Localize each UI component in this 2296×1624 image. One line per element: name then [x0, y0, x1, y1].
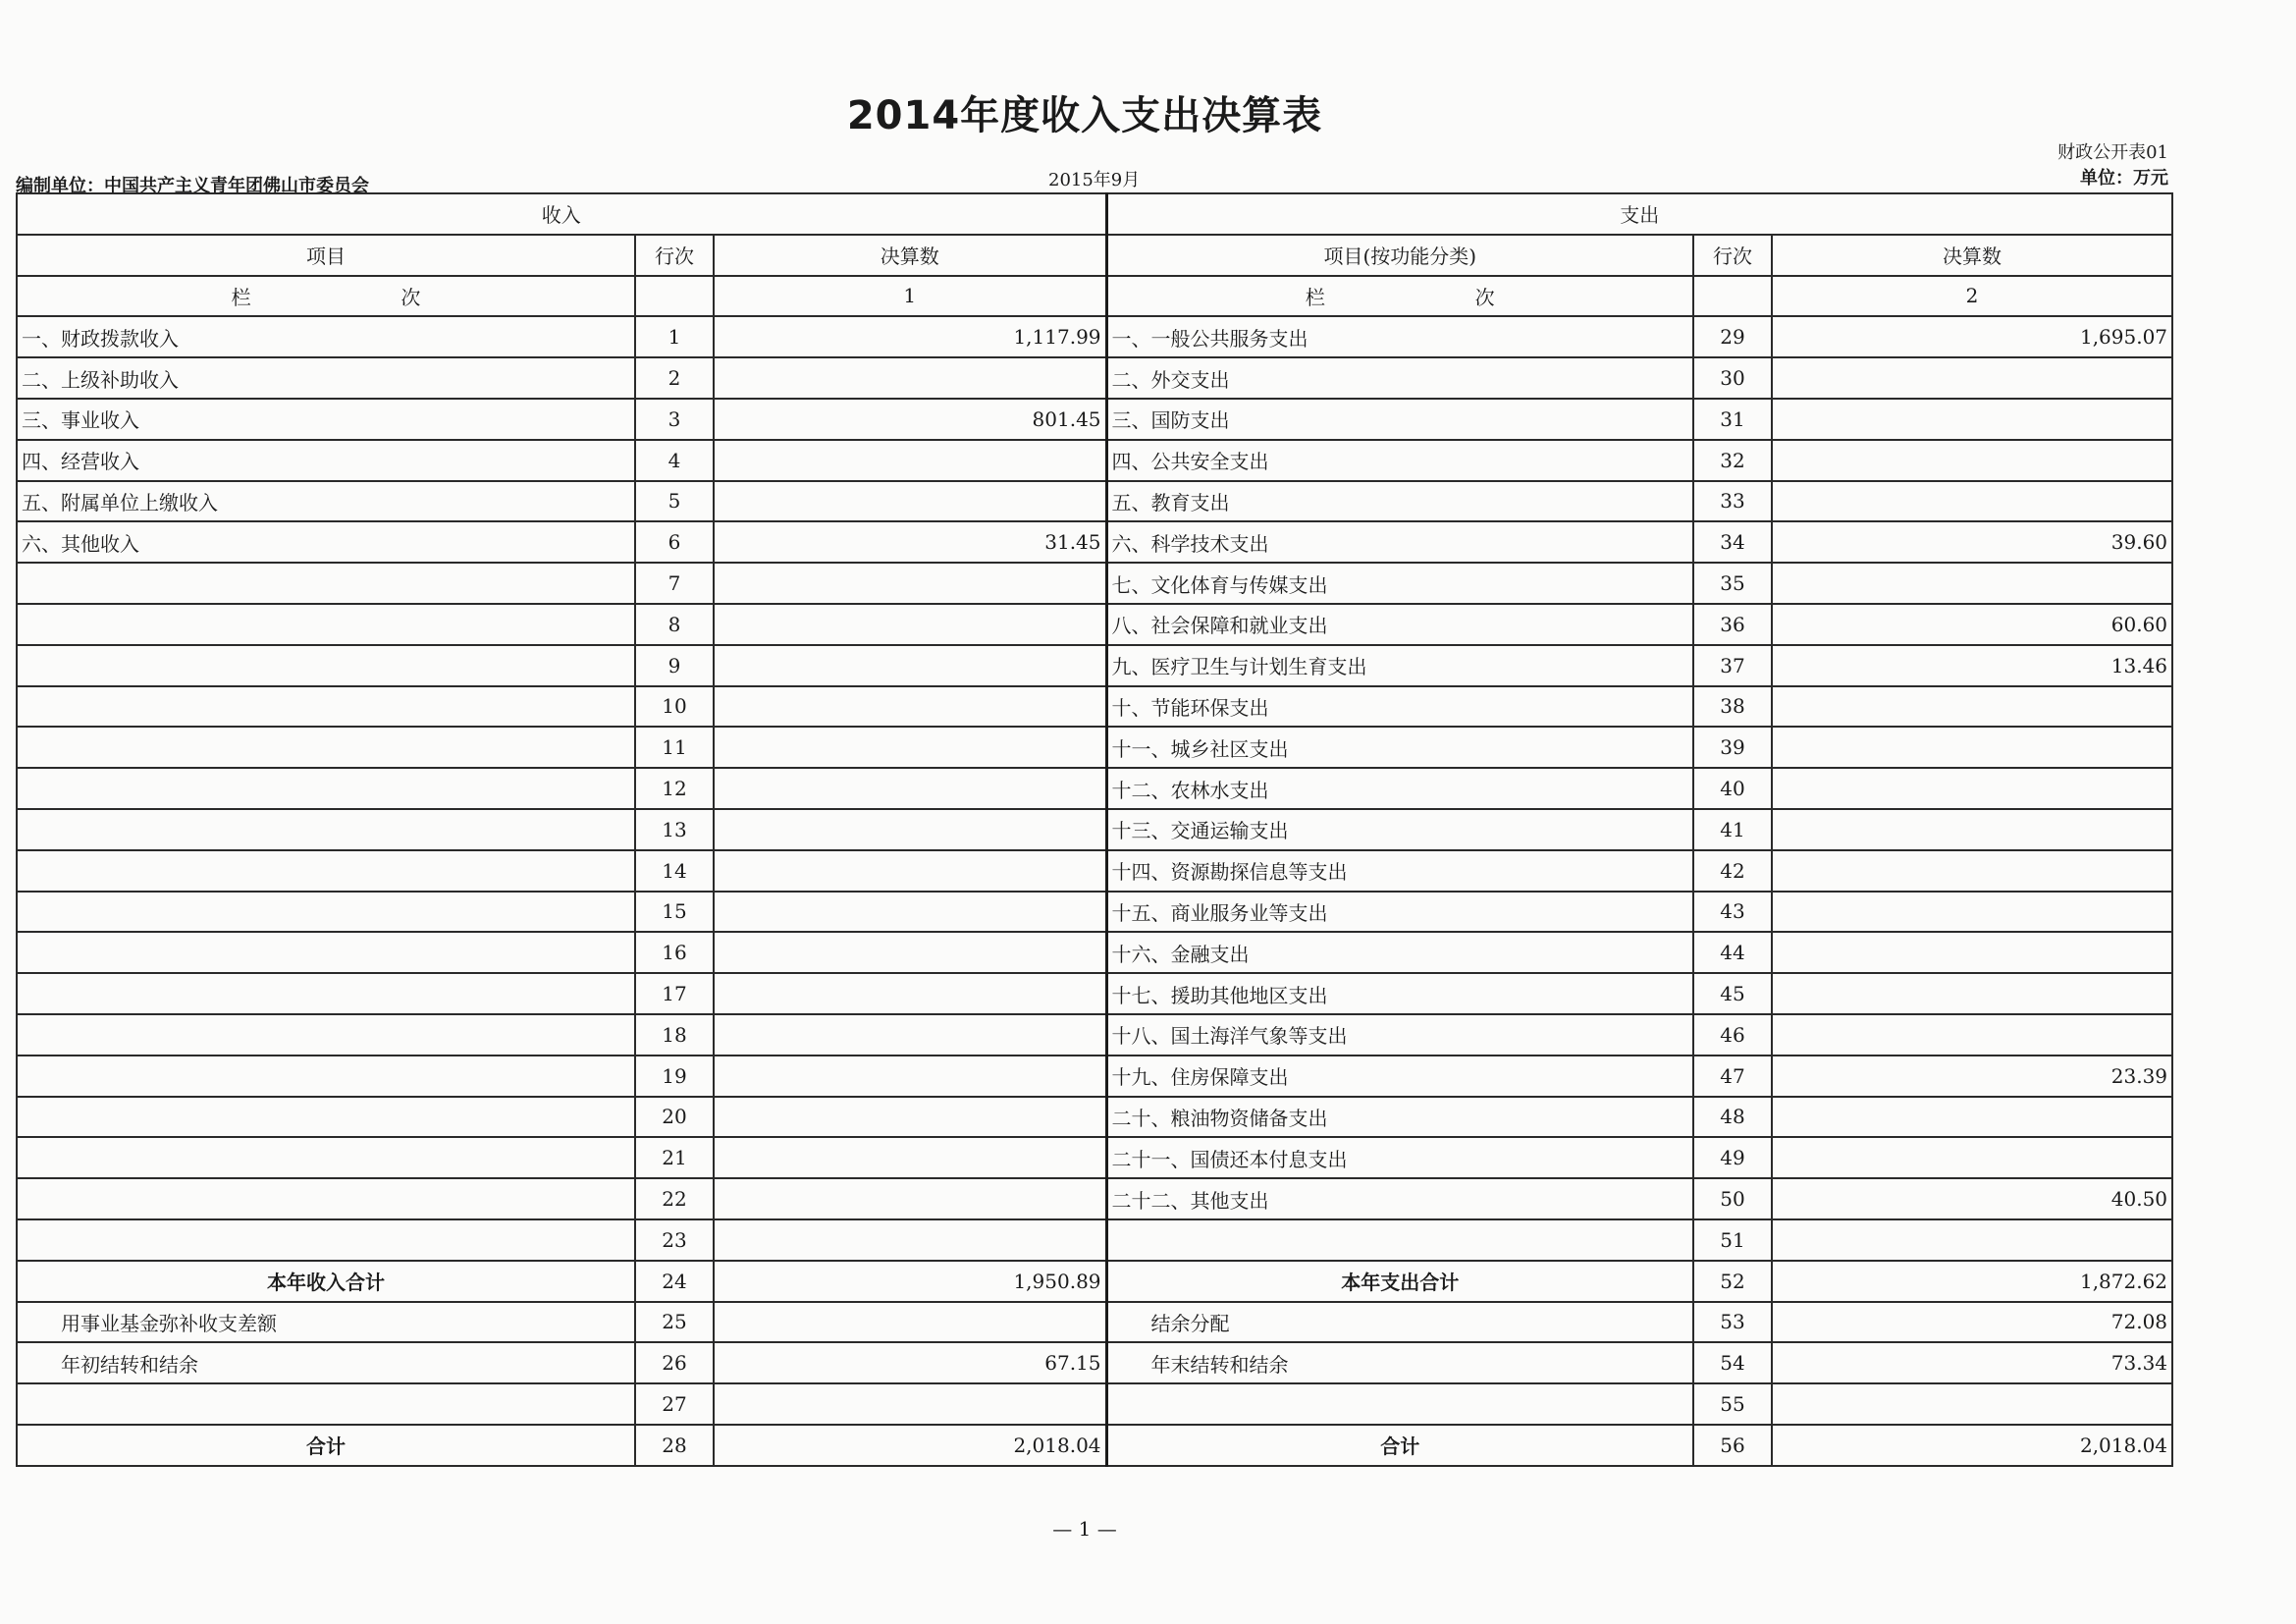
income-amount-cell: 31.45 [714, 521, 1106, 563]
income-line-cell: 26 [635, 1342, 714, 1383]
income-item-cell [17, 1178, 635, 1219]
expense-amount-cell: 1,695.07 [1772, 316, 2172, 357]
expense-amount-cell [1772, 727, 2172, 768]
expense-line-cell: 31 [1693, 399, 1772, 440]
expense-line-cell: 56 [1693, 1425, 1772, 1466]
table-row [17, 850, 2172, 892]
table-row [17, 1014, 2172, 1056]
expense-item-header: 项目(按功能分类) [1106, 235, 1693, 276]
expense-item-cell: 九、医疗卫生与计划生育支出 [1106, 645, 1693, 686]
expense-amount-cell: 60.60 [1772, 604, 2172, 645]
income-item-cell [17, 1056, 635, 1097]
income-amount-cell [714, 1056, 1106, 1097]
expense-amount-cell [1772, 399, 2172, 440]
income-line-cell: 11 [635, 727, 714, 768]
income-line-cell: 4 [635, 440, 714, 481]
table-row [17, 686, 2172, 728]
expense-item-cell: 十七、援助其他地区支出 [1106, 973, 1693, 1014]
expense-line-cell: 30 [1693, 357, 1772, 399]
income-item-cell [17, 932, 635, 973]
expense-line-cell: 53 [1693, 1302, 1772, 1343]
expense-line-cell: 34 [1693, 521, 1772, 563]
table-row [17, 932, 2172, 973]
expense-amount-cell [1772, 1137, 2172, 1178]
grand-total-row [17, 1425, 2172, 1466]
table-row [17, 440, 2172, 481]
money-unit: 单位：万元 [2080, 168, 2168, 189]
income-amount-cell [714, 1178, 1106, 1219]
income-line-cell: 15 [635, 892, 714, 933]
page-number: — 1 — [1052, 1517, 1117, 1541]
expense-section-header: 支出 [1106, 193, 2172, 235]
income-amount-cell [714, 768, 1106, 809]
expense-line-cell: 52 [1693, 1261, 1772, 1302]
income-amount-cell: 1,117.99 [714, 316, 1106, 357]
table-row [17, 481, 2172, 522]
income-amount-cell [714, 1383, 1106, 1425]
income-amount-cell [714, 932, 1106, 973]
expense-line-cell: 42 [1693, 850, 1772, 892]
income-item-cell [17, 1137, 635, 1178]
expense-line-cell: 44 [1693, 932, 1772, 973]
income-amount-cell: 2,018.04 [714, 1425, 1106, 1466]
income-item-cell: 本年收入合计 [17, 1261, 635, 1302]
income-line-cell: 22 [635, 1178, 714, 1219]
expense-column-label-blank [1693, 276, 1772, 317]
income-item-cell [17, 809, 635, 850]
expense-amount-cell [1772, 563, 2172, 604]
table-row [17, 1219, 2172, 1261]
income-line-cell: 13 [635, 809, 714, 850]
expense-item-cell: 十六、金融支出 [1106, 932, 1693, 973]
report-date: 2015年9月 [1048, 170, 1141, 190]
table-row [17, 1056, 2172, 1097]
column-label-b: 次 [400, 285, 421, 309]
expense-item-cell: 本年支出合计 [1106, 1261, 1693, 1302]
income-line-cell: 24 [635, 1261, 714, 1302]
income-item-cell: 合计 [17, 1425, 635, 1466]
expense-line-cell: 33 [1693, 481, 1772, 522]
expense-amount-cell: 2,018.04 [1772, 1425, 2172, 1466]
table-row [17, 357, 2172, 399]
expense-line-cell: 46 [1693, 1014, 1772, 1056]
expense-amount-cell [1772, 1097, 2172, 1138]
expense-line-cell: 37 [1693, 645, 1772, 686]
table-row [17, 1342, 2172, 1383]
table-row [17, 1383, 2172, 1425]
expense-amount-cell: 13.46 [1772, 645, 2172, 686]
income-line-cell: 23 [635, 1219, 714, 1261]
expense-line-cell: 51 [1693, 1219, 1772, 1261]
expense-item-cell: 七、文化体育与传媒支出 [1106, 563, 1693, 604]
income-item-cell [17, 686, 635, 728]
income-amount-cell [714, 1302, 1106, 1343]
expense-amount-cell [1772, 1014, 2172, 1056]
expense-amount-cell: 39.60 [1772, 521, 2172, 563]
income-line-cell: 19 [635, 1056, 714, 1097]
table-row [17, 399, 2172, 440]
income-amount-cell [714, 563, 1106, 604]
income-item-cell [17, 973, 635, 1014]
expense-item-cell: 三、国防支出 [1106, 399, 1693, 440]
income-amount-cell [714, 1137, 1106, 1178]
expense-item-cell: 十一、城乡社区支出 [1106, 727, 1693, 768]
expense-line-cell: 50 [1693, 1178, 1772, 1219]
income-line-cell: 5 [635, 481, 714, 522]
table-row [17, 1097, 2172, 1138]
income-item-cell: 二、上级补助收入 [17, 357, 635, 399]
expense-item-cell: 合计 [1106, 1425, 1693, 1466]
income-item-cell [17, 563, 635, 604]
expense-line-cell: 41 [1693, 809, 1772, 850]
expense-item-cell: 年末结转和结余 [1106, 1342, 1693, 1383]
expense-item-cell: 十九、住房保障支出 [1106, 1056, 1693, 1097]
income-amount-cell: 1,950.89 [714, 1261, 1106, 1302]
compiling-unit: 编制单位：中国共产主义青年团佛山市委员会 [16, 176, 369, 196]
expense-line-cell: 32 [1693, 440, 1772, 481]
income-item-cell [17, 1014, 635, 1056]
expense-item-cell: 六、科学技术支出 [1106, 521, 1693, 563]
expense-column-label [1106, 276, 1693, 317]
income-line-cell: 10 [635, 686, 714, 728]
income-amount-cell [714, 604, 1106, 645]
expense-line-cell: 45 [1693, 973, 1772, 1014]
income-amount-cell [714, 1014, 1106, 1056]
income-line-cell: 2 [635, 357, 714, 399]
expense-item-cell: 二、外交支出 [1106, 357, 1693, 399]
income-line-cell: 1 [635, 316, 714, 357]
expense-item-cell: 四、公共安全支出 [1106, 440, 1693, 481]
income-line-cell: 6 [635, 521, 714, 563]
income-amount-cell: 801.45 [714, 399, 1106, 440]
income-amount-cell [714, 357, 1106, 399]
income-item-cell [17, 1097, 635, 1138]
table-row [17, 1178, 2172, 1219]
income-item-cell [17, 727, 635, 768]
income-line-header: 行次 [635, 235, 714, 276]
expense-item-cell [1106, 1383, 1693, 1425]
expense-amount-cell [1772, 481, 2172, 522]
expense-amount-cell: 1,872.62 [1772, 1261, 2172, 1302]
income-line-cell: 12 [635, 768, 714, 809]
expense-amount-cell [1772, 850, 2172, 892]
expense-line-cell: 38 [1693, 686, 1772, 728]
table-row [17, 892, 2172, 933]
income-line-cell: 27 [635, 1383, 714, 1425]
expense-item-cell: 二十、粮油物资储备支出 [1106, 1097, 1693, 1138]
expense-amount-cell: 40.50 [1772, 1178, 2172, 1219]
expense-amount-header: 决算数 [1772, 235, 2172, 276]
table-row [17, 1302, 2172, 1343]
expense-amount-cell [1772, 768, 2172, 809]
income-item-cell: 一、财政拨款收入 [17, 316, 635, 357]
income-item-cell [17, 1219, 635, 1261]
expense-amount-cell [1772, 1383, 2172, 1425]
income-item-cell [17, 645, 635, 686]
expense-column-number: 2 [1772, 276, 2172, 317]
year-total-row [17, 1261, 2172, 1302]
table-row [17, 727, 2172, 768]
table-row [17, 1137, 2172, 1178]
income-line-cell: 7 [635, 563, 714, 604]
table-row [17, 645, 2172, 686]
income-amount-cell [714, 809, 1106, 850]
income-line-cell: 18 [635, 1014, 714, 1056]
income-section-header: 收入 [17, 193, 1106, 235]
expense-item-cell: 十五、商业服务业等支出 [1106, 892, 1693, 933]
income-line-cell: 14 [635, 850, 714, 892]
income-item-cell: 六、其他收入 [17, 521, 635, 563]
income-line-cell: 3 [635, 399, 714, 440]
income-line-cell: 28 [635, 1425, 714, 1466]
income-item-cell [17, 850, 635, 892]
table-row [17, 604, 2172, 645]
income-amount-cell [714, 686, 1106, 728]
expense-item-cell: 二十一、国债还本付息支出 [1106, 1137, 1693, 1178]
income-amount-cell [714, 1219, 1106, 1261]
expense-amount-cell: 73.34 [1772, 1342, 2172, 1383]
income-expense-table [16, 192, 2173, 1467]
expense-amount-cell: 23.39 [1772, 1056, 2172, 1097]
income-line-cell: 8 [635, 604, 714, 645]
income-amount-cell [714, 645, 1106, 686]
income-item-cell [17, 604, 635, 645]
income-item-cell: 用事业基金弥补收支差额 [17, 1302, 635, 1343]
expense-amount-cell [1772, 1219, 2172, 1261]
income-line-cell: 17 [635, 973, 714, 1014]
income-column-label [17, 276, 635, 317]
income-line-cell: 25 [635, 1302, 714, 1343]
expense-item-cell: 五、教育支出 [1106, 481, 1693, 522]
expense-line-cell: 55 [1693, 1383, 1772, 1425]
expense-line-cell: 54 [1693, 1342, 1772, 1383]
income-column-label-blank [635, 276, 714, 317]
expense-line-cell: 36 [1693, 604, 1772, 645]
form-code: 财政公开表01 [2057, 142, 2168, 163]
expense-item-cell: 十四、资源勘探信息等支出 [1106, 850, 1693, 892]
expense-line-cell: 49 [1693, 1137, 1772, 1178]
column-label-a: 栏 [1305, 285, 1325, 309]
expense-amount-cell [1772, 440, 2172, 481]
table-row [17, 316, 2172, 357]
income-amount-cell [714, 850, 1106, 892]
table-row [17, 563, 2172, 604]
income-item-cell [17, 768, 635, 809]
expense-amount-cell: 72.08 [1772, 1302, 2172, 1343]
expense-line-cell: 39 [1693, 727, 1772, 768]
table-row [17, 809, 2172, 850]
income-line-cell: 9 [635, 645, 714, 686]
expense-line-cell: 47 [1693, 1056, 1772, 1097]
expense-line-cell: 35 [1693, 563, 1772, 604]
expense-amount-cell [1772, 973, 2172, 1014]
income-amount-cell [714, 973, 1106, 1014]
income-amount-header: 决算数 [714, 235, 1106, 276]
income-amount-cell [714, 892, 1106, 933]
income-item-cell: 五、附属单位上缴收入 [17, 481, 635, 522]
expense-line-cell: 40 [1693, 768, 1772, 809]
income-line-cell: 16 [635, 932, 714, 973]
income-amount-cell [714, 440, 1106, 481]
income-line-cell: 21 [635, 1137, 714, 1178]
expense-item-cell: 一、一般公共服务支出 [1106, 316, 1693, 357]
income-amount-cell: 67.15 [714, 1342, 1106, 1383]
expense-item-cell: 二十二、其他支出 [1106, 1178, 1693, 1219]
expense-item-cell: 八、社会保障和就业支出 [1106, 604, 1693, 645]
income-item-cell: 三、事业收入 [17, 399, 635, 440]
table-row [17, 521, 2172, 563]
expense-line-cell: 43 [1693, 892, 1772, 933]
expense-item-cell [1106, 1219, 1693, 1261]
income-column-number: 1 [714, 276, 1106, 317]
expense-line-header: 行次 [1693, 235, 1772, 276]
income-item-cell: 四、经营收入 [17, 440, 635, 481]
expense-item-cell: 十八、国土海洋气象等支出 [1106, 1014, 1693, 1056]
expense-item-cell: 十三、交通运输支出 [1106, 809, 1693, 850]
income-line-cell: 20 [635, 1097, 714, 1138]
expense-item-cell: 结余分配 [1106, 1302, 1693, 1343]
table-row [17, 973, 2172, 1014]
income-amount-cell [714, 727, 1106, 768]
expense-line-cell: 29 [1693, 316, 1772, 357]
income-item-cell [17, 892, 635, 933]
income-item-cell [17, 1383, 635, 1425]
page-title: 2014年度收入支出决算表 [846, 93, 1323, 138]
income-amount-cell [714, 1097, 1106, 1138]
column-label-a: 栏 [231, 285, 251, 309]
income-item-header: 项目 [17, 235, 635, 276]
table-row [17, 768, 2172, 809]
income-amount-cell [714, 481, 1106, 522]
expense-amount-cell [1772, 809, 2172, 850]
expense-amount-cell [1772, 932, 2172, 973]
expense-item-cell: 十、节能环保支出 [1106, 686, 1693, 728]
expense-amount-cell [1772, 357, 2172, 399]
income-item-cell: 年初结转和结余 [17, 1342, 635, 1383]
expense-line-cell: 48 [1693, 1097, 1772, 1138]
expense-amount-cell [1772, 892, 2172, 933]
column-label-b: 次 [1474, 285, 1495, 309]
expense-amount-cell [1772, 686, 2172, 728]
expense-item-cell: 十二、农林水支出 [1106, 768, 1693, 809]
